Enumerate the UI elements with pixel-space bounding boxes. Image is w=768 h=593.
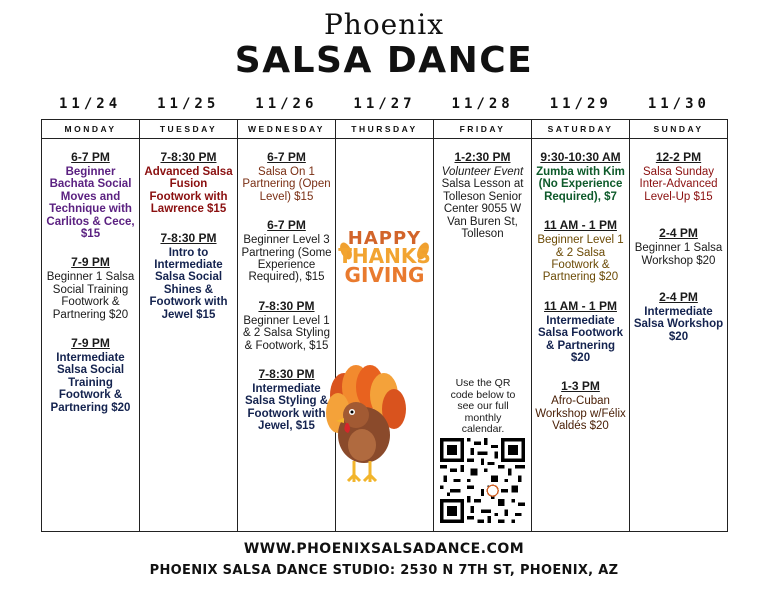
date-sat: 11/29 [549,96,612,112]
column-tuesday [139,120,237,531]
class-desc: Intro to Intermediate Salsa Social Shines & Footwork with Jewel $15 [149,246,228,321]
qr-code-icon[interactable] [440,438,525,523]
class-desc: Intermediate Salsa Footwork & Partnering $20 [538,314,623,364]
class-item [241,368,332,433]
class-item [241,151,332,203]
happy-thanksgiving-graphic [336,228,433,288]
class-item [437,151,528,240]
qr-instructions: Use the QR code below to see our full monthly calendar. [450,377,516,436]
class-item [633,151,724,203]
date-row [41,96,728,112]
class-time: 7-9 PM [71,335,110,350]
class-desc: Intermediate Salsa Styling & Footwork with Jewel, $15 [244,382,329,433]
class-desc: Intermediate Salsa Workshop $20 [633,305,724,343]
page-title: SALSA DANCE [234,40,534,81]
class-item [143,151,234,216]
class-item [633,227,724,267]
class-time: 12-2 PM [655,150,702,164]
class-desc: Zumba with Kim (No Experience Required), $7 [536,165,625,203]
column-thursday [335,120,433,531]
class-time: 6-7 PM [267,150,306,164]
website-link[interactable]: WWW.PHOENIXSALSADANCE.COM [243,541,525,557]
class-item [45,256,136,321]
class-desc: Intermediate Salsa Social Training Footwork & Partnering $20 [50,351,131,414]
class-desc: Salsa Sunday Inter-Advanced Level-Up $15 [639,165,718,203]
date-fri: 11/28 [451,96,514,112]
studio-address: PHOENIX SALSA DANCE STUDIO: 2530 N 7TH ST, PHOENIX, AZ [149,563,619,578]
class-desc: Beginner 1 Salsa Social Training Footwork & Partnering $20 [46,271,135,321]
day-header-sunday: SUNDAY [630,120,727,139]
date-wed: 11/26 [255,96,318,112]
day-header-friday: FRIDAY [434,120,531,139]
date-thu: 11/27 [353,96,416,112]
class-desc: Advanced Salsa Fusion Footwork with Lawrence $15 [144,165,233,216]
column-sunday [629,120,727,531]
day-header-saturday: SATURDAY [532,120,629,139]
class-item [45,337,136,414]
date-sun: 11/30 [647,96,710,112]
class-desc: Beginner Bachata Social Moves and Technique with Carlitos & Cece, $15 [46,165,135,240]
class-desc: Salsa On 1 Partnering (Open Level) $15 [242,165,331,203]
class-item [633,291,724,343]
class-time: 7-9 PM [71,255,110,270]
date-mon: 11/24 [58,96,122,112]
class-time: 7-8:30 PM [258,366,315,381]
day-header-thursday: THURSDAY [336,120,433,139]
class-item [241,300,332,352]
thanks-line-1: HAPPY [347,228,422,249]
class-desc: Beginner Level 1 & 2 Salsa Styling & Footwork, $15 [243,314,330,352]
thanks-line-2: THANKS [338,244,431,269]
class-desc: Beginner Level 3 Partnering (Some Experience Required), $15 [241,234,332,284]
class-time: 7-8:30 PM [258,298,315,313]
weekly-calendar [41,119,728,532]
class-item [535,151,626,203]
class-item [535,300,626,365]
column-friday [433,120,531,531]
day-header-monday: MONDAY [42,120,139,139]
class-time: 1-3 PM [561,379,600,394]
day-header-tuesday: TUESDAY [140,120,237,139]
brand-script-title: Phoenix [323,8,445,41]
class-item [535,380,626,432]
class-time: 11 AM - 1 PM [544,298,617,313]
class-time: 11 AM - 1 PM [544,218,617,233]
class-time: 6-7 PM [267,218,306,233]
class-item [535,219,626,284]
turkey-icon [324,365,414,495]
class-time: 7-8:30 PM [160,150,217,164]
class-time: 6-7 PM [71,150,110,164]
class-desc: Beginner 1 Salsa Workshop $20 [634,242,723,267]
column-monday [42,120,139,531]
class-desc: Salsa Lesson at Tolleson Senior Center 9055 W Van Buren St, Tolleson [441,178,524,240]
class-item [241,219,332,284]
date-tue: 11/25 [157,96,220,112]
class-time: 2-4 PM [659,226,698,241]
column-saturday [531,120,629,531]
thanks-line-3: GIVING [344,263,425,288]
class-desc: Afro-Cuban Workshop w/Félix Valdés $20 [535,395,626,433]
class-time: 2-4 PM [659,289,698,304]
class-time: 9:30-10:30 AM [540,150,621,164]
class-time: 7-8:30 PM [160,230,217,245]
class-item [143,232,234,321]
class-item [45,151,136,240]
day-header-wednesday: WEDNESDAY [238,120,335,139]
class-desc: Beginner Level 1 & 2 Salsa Footwork & Partnering $20 [537,234,624,284]
event-type: Volunteer Event [441,165,524,178]
column-wednesday [237,120,335,531]
class-time: 1-2:30 PM [454,150,511,164]
